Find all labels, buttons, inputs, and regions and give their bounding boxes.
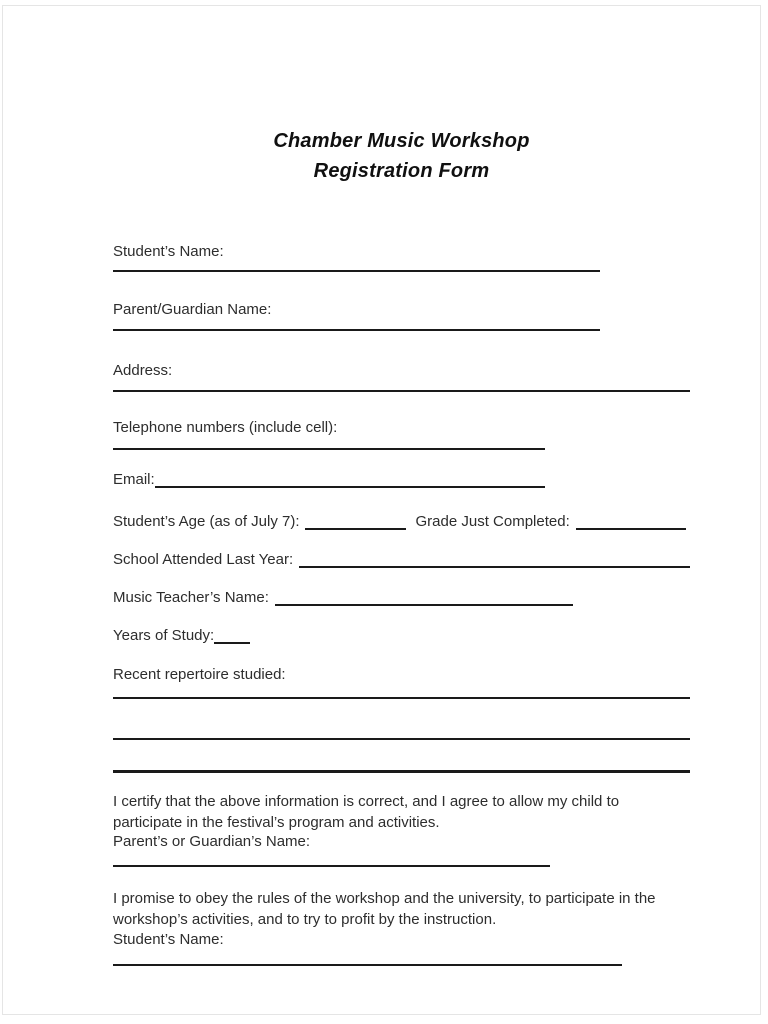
grade-completed-field-line[interactable] — [576, 516, 686, 530]
certify-statement: I certify that the above information is correct, and I agree to allow my child to participate in the festival’s program and activities. — [113, 793, 620, 831]
music-teacher-row — [113, 589, 573, 607]
student-age-label: Student’s Age (as of July 7): — [113, 513, 300, 530]
grade-completed-label: Grade Just Completed: — [415, 513, 570, 530]
page-border — [2, 5, 761, 1015]
music-teacher-field-line[interactable] — [275, 592, 573, 606]
form-title: Chamber Music Workshop — [273, 130, 530, 152]
repertoire-field-line-1[interactable] — [113, 697, 690, 699]
parent-guardian-name-label: Parent/Guardian Name: — [113, 301, 272, 318]
years-of-study-label: Years of Study: — [113, 627, 215, 644]
repertoire-label: Recent repertoire studied: — [113, 666, 286, 683]
repertoire-field-line-3[interactable] — [113, 770, 690, 773]
years-of-study-field-line[interactable] — [214, 630, 250, 644]
music-teacher-label: Music Teacher’s Name: — [113, 589, 269, 606]
email-field-line[interactable] — [155, 474, 545, 488]
age-grade-row — [113, 513, 686, 531]
address-label: Address: — [113, 362, 173, 379]
email-label: Email: — [113, 471, 155, 488]
address-field-line[interactable] — [113, 390, 690, 392]
form-subtitle: Registration Form — [313, 160, 490, 182]
student-signature-line[interactable] — [113, 964, 622, 966]
certify-sign-label: Parent’s or Guardian’s Name: — [113, 833, 311, 850]
telephone-label: Telephone numbers (include cell): — [113, 419, 338, 436]
school-attended-row — [113, 551, 690, 569]
student-name-field-line[interactable] — [113, 270, 600, 272]
parent-guardian-name-field-line[interactable] — [113, 329, 600, 331]
telephone-field-line[interactable] — [113, 448, 545, 450]
promise-sign-label: Student’s Name: — [113, 931, 224, 948]
repertoire-field-line-2[interactable] — [113, 738, 690, 740]
school-attended-label: School Attended Last Year: — [113, 551, 294, 568]
parent-signature-line[interactable] — [113, 865, 550, 867]
years-of-study-row — [113, 627, 250, 645]
student-age-field-line[interactable] — [305, 516, 406, 530]
student-name-label: Student’s Name: — [113, 243, 224, 260]
email-row — [113, 471, 545, 489]
school-attended-field-line[interactable] — [299, 554, 690, 568]
promise-statement: I promise to obey the rules of the workshop and the university, to participate in the workshop’s activities, and to try to profit by the instruction. — [113, 890, 656, 928]
